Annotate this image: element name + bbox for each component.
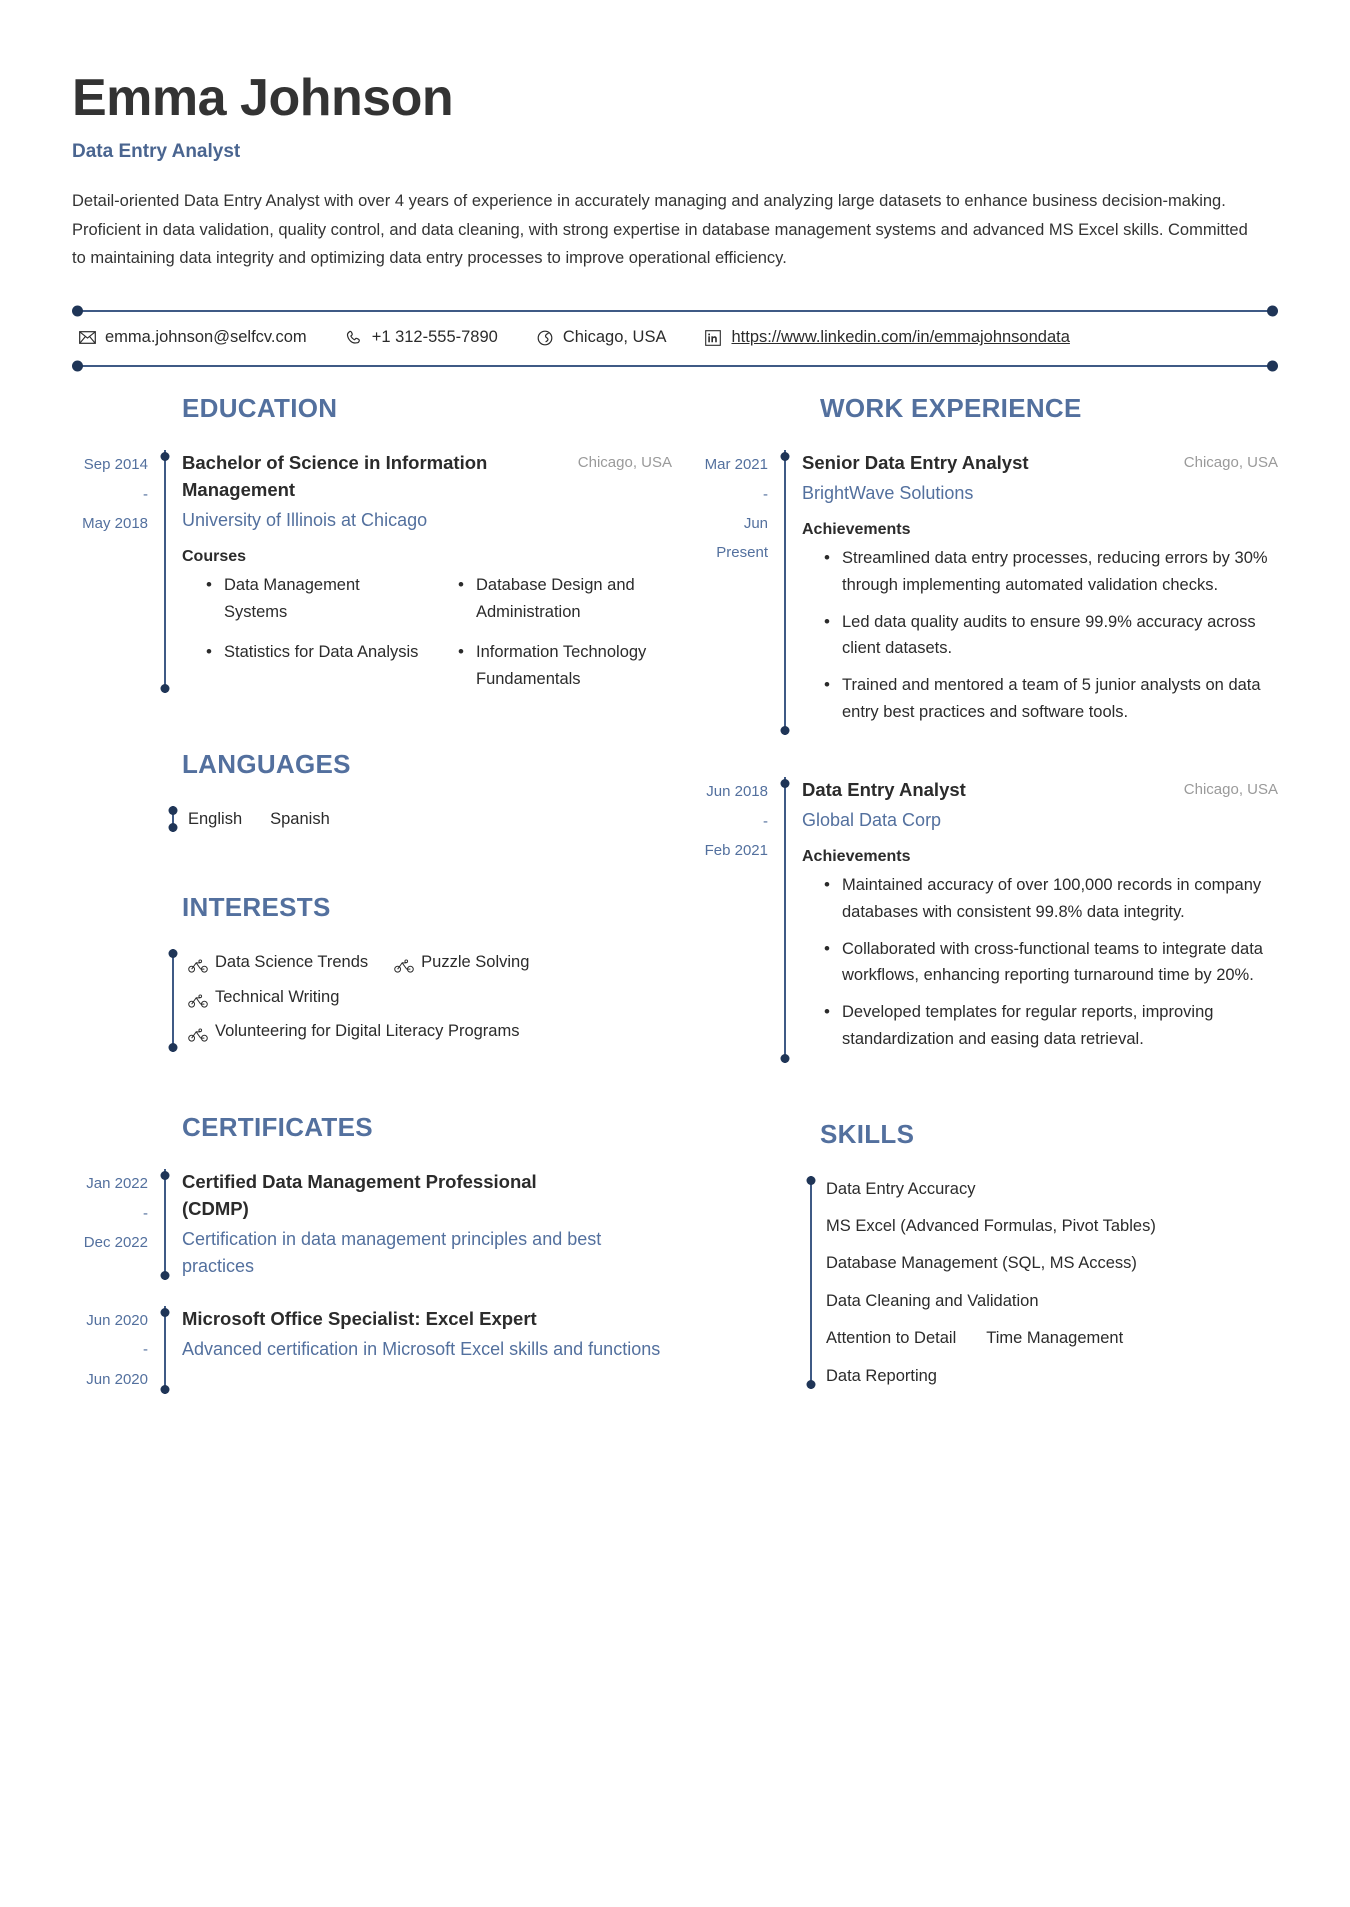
certificate-date-range — [72, 1169, 164, 1280]
interest-label: Puzzle Solving — [421, 953, 530, 972]
skill-item: Data Cleaning and Validation — [826, 1291, 1039, 1310]
work-entry — [692, 450, 1278, 735]
education-start: Sep 2014 — [83, 456, 148, 474]
work-date-range — [692, 777, 784, 1062]
work-job-title: Data Entry Analyst — [802, 779, 966, 801]
certificate-date-range — [72, 1306, 164, 1394]
certificate-start: Jun 2020 — [86, 1312, 148, 1329]
work-achievements — [802, 872, 1278, 1052]
course-item: • Information Technology Fundamentals — [434, 639, 672, 692]
courses-list — [182, 572, 672, 693]
achievement-item: • Streamlined data entry processes, reducing errors by 30% through implementing automated validation checks. — [802, 545, 1278, 598]
interest-item — [188, 984, 339, 1010]
language-item: English — [188, 809, 243, 828]
certificate-title: Certified Data Management Professional (CDMP) — [182, 1171, 537, 1220]
languages-list — [188, 806, 672, 832]
contact-linkedin[interactable] — [704, 328, 1069, 347]
work-end-line1: Feb 2021 — [704, 841, 768, 859]
certificate-end: Dec 2022 — [83, 1233, 148, 1251]
bicycle-icon — [188, 1024, 208, 1038]
work-dash: - — [763, 485, 768, 503]
certificate-entry — [72, 1169, 672, 1280]
resume-header — [72, 70, 1278, 272]
section-education — [72, 393, 672, 693]
envelope-icon — [78, 329, 96, 347]
certificate-end: Jun 2020 — [86, 1370, 148, 1388]
contact-phone-text: +1 312-555-7890 — [371, 328, 498, 347]
education-timeline — [164, 450, 166, 693]
languages-entry — [72, 806, 672, 832]
achievements-label: Achievements — [802, 848, 911, 866]
language-item: Spanish — [270, 809, 330, 828]
candidate-role: Data Entry Analyst — [72, 141, 241, 163]
work-end-line2: Present — [716, 544, 768, 562]
professional-summary: Detail-oriented Data Entry Analyst with over 4 years of experience in accurately managing and analyzing large datasets to enhance business decision-making. Proficient in data validation, quality control, and data cleaning, with strong expertise in database management systems and advanced MS Excel skills. Committed to maintaining data integrity and optimizing data entry processes to improve operational efficiency. — [72, 192, 1248, 267]
courses-label: Courses — [182, 547, 247, 565]
right-column — [692, 393, 1278, 1419]
skill-item: Data Entry Accuracy — [826, 1179, 976, 1198]
achievement-item: • Trained and mentored a team of 5 junior analysts on data entry best practices and software tools. — [802, 672, 1278, 725]
contact-rule-bottom — [78, 365, 1272, 367]
course-item: • Statistics for Data Analysis — [182, 639, 420, 692]
work-location: Chicago, USA — [1183, 781, 1278, 799]
contact-email-text: emma.johnson@selfcv.com — [105, 328, 307, 347]
section-title-education: EDUCATION — [182, 393, 338, 424]
interest-item — [394, 949, 529, 975]
certificate-title: Microsoft Office Specialist: Excel Expert — [182, 1308, 537, 1329]
contact-bar — [72, 310, 1278, 367]
bicycle-icon — [394, 955, 414, 969]
work-timeline — [784, 777, 786, 1062]
interests-timeline — [172, 949, 174, 1052]
achievement-item: • Maintained accuracy of over 100,000 records in company databases with consistent 99.8% data integrity. — [802, 872, 1278, 925]
work-end-line1: Jun — [743, 514, 768, 532]
interest-label: Volunteering for Digital Literacy Programs — [215, 1021, 520, 1040]
certificate-timeline — [164, 1169, 166, 1280]
contact-linkedin-text: https://www.linkedin.com/in/emmajohnsondata — [731, 328, 1070, 347]
section-title-work: WORK EXPERIENCE — [820, 393, 1082, 424]
education-location: Chicago, USA — [577, 454, 672, 472]
interest-label: Data Science Trends — [215, 953, 369, 972]
resume-body — [72, 393, 1278, 1419]
work-start: Mar 2021 — [704, 456, 768, 474]
education-entry — [72, 450, 672, 693]
work-dash: - — [763, 812, 768, 830]
section-title-interests: INTERESTS — [182, 892, 331, 923]
course-item: • Data Management Systems — [182, 572, 420, 625]
certificate-start: Jan 2022 — [86, 1175, 148, 1193]
section-title-skills: SKILLS — [820, 1118, 915, 1149]
section-work-experience — [692, 393, 1278, 1062]
work-start: Jun 2018 — [706, 783, 768, 801]
work-company: Global Data Corp — [802, 810, 942, 831]
achievement-item: • Led data quality audits to ensure 99.9% accuracy across client datasets. — [802, 609, 1278, 662]
interest-item — [188, 949, 368, 975]
bicycle-icon — [188, 955, 208, 969]
achievement-item: • Collaborated with cross-functional teams to integrate data workflows, enhancing reporting turnaround time by 20%. — [802, 936, 1278, 989]
contact-location — [536, 328, 667, 347]
interest-item — [188, 1018, 519, 1044]
interests-entry — [72, 949, 672, 1052]
skills-list — [826, 1176, 1278, 1389]
education-date-range — [72, 450, 164, 693]
work-location: Chicago, USA — [1183, 454, 1278, 472]
work-timeline — [784, 450, 786, 735]
work-date-range — [692, 450, 784, 735]
contact-phone[interactable] — [345, 328, 498, 347]
certificate-entry — [72, 1306, 672, 1394]
section-title-certificates: CERTIFICATES — [182, 1112, 373, 1143]
skill-item: Database Management (SQL, MS Access) — [826, 1254, 1137, 1273]
skills-timeline — [810, 1176, 812, 1389]
certificate-description: Certification in data management principles and best practices — [182, 1229, 602, 1276]
linkedin-icon — [704, 329, 722, 347]
work-job-title: Senior Data Entry Analyst — [802, 452, 1029, 474]
section-skills — [692, 1119, 1278, 1389]
achievements-label: Achievements — [802, 521, 911, 539]
phone-icon — [345, 329, 363, 347]
skill-item: Data Reporting — [826, 1366, 937, 1385]
languages-timeline — [172, 806, 174, 832]
certificate-dash: - — [143, 1204, 148, 1222]
section-title-languages: LANGUAGES — [182, 748, 351, 779]
skill-item: Attention to Detail — [826, 1329, 957, 1348]
certificate-dash: - — [143, 1341, 148, 1359]
certificate-timeline — [164, 1306, 166, 1394]
candidate-name: Emma Johnson — [72, 69, 454, 127]
section-certificates — [72, 1112, 672, 1393]
section-languages — [72, 749, 672, 832]
contact-email[interactable] — [78, 328, 307, 347]
contact-rule-top — [78, 310, 1272, 312]
education-dash: - — [143, 485, 148, 503]
globe-pin-icon — [536, 329, 554, 347]
work-entry — [692, 777, 1278, 1062]
skill-item: Time Management — [986, 1329, 1124, 1348]
contact-location-text: Chicago, USA — [562, 328, 667, 347]
work-company: BrightWave Solutions — [802, 483, 974, 504]
skills-entry — [692, 1176, 1278, 1389]
interests-list — [188, 949, 672, 1044]
certificate-description: Advanced certification in Microsoft Excel skills and functions — [182, 1338, 661, 1359]
education-degree: Bachelor of Science in Information Management — [182, 452, 488, 501]
course-item: • Database Design and Administration — [434, 572, 672, 625]
interest-label: Technical Writing — [215, 987, 340, 1006]
section-interests — [72, 892, 672, 1052]
education-school: University of Illinois at Chicago — [182, 509, 428, 530]
education-end: May 2018 — [82, 514, 148, 532]
achievement-item: • Developed templates for regular reports, improving standardization and easing data retrieval. — [802, 999, 1278, 1052]
left-column — [72, 393, 672, 1419]
work-achievements — [802, 545, 1278, 725]
skill-item: MS Excel (Advanced Formulas, Pivot Tables) — [826, 1216, 1156, 1235]
bicycle-icon — [188, 990, 208, 1004]
